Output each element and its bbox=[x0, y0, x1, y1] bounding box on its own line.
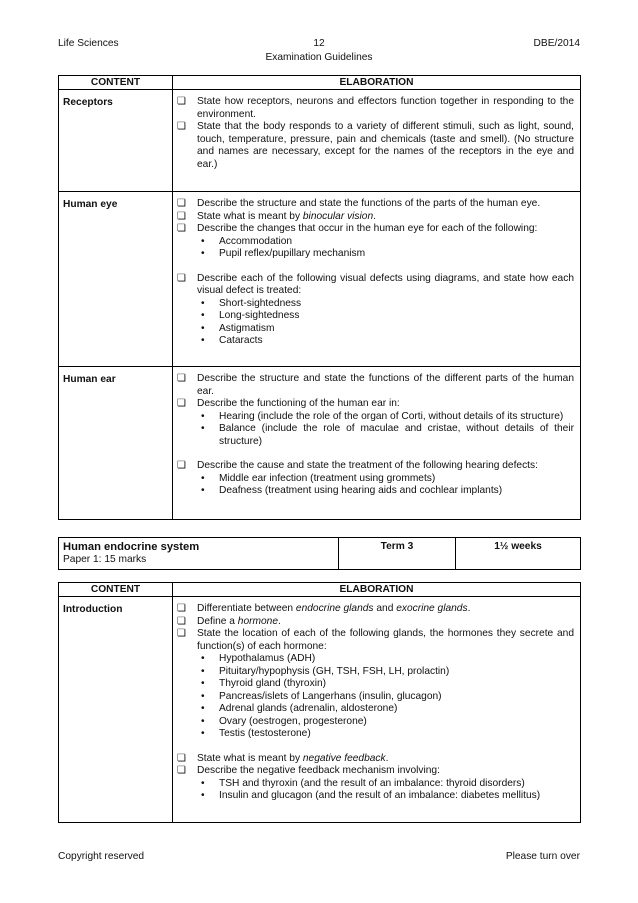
bullet-dot-icon: • bbox=[201, 690, 205, 702]
checkbox-item bbox=[177, 273, 574, 298]
topic-human-ear: Human ear bbox=[59, 367, 173, 520]
checkbox-item bbox=[177, 121, 574, 171]
footer-copyright: Copyright reserved bbox=[58, 851, 145, 862]
bullet-item bbox=[177, 728, 574, 741]
bullet-text: TSH and thyroxin (and the result of an imbalance: thyroid disorders) bbox=[219, 777, 525, 789]
bullet-text: Testis (testosterone) bbox=[219, 728, 311, 739]
bullet-item bbox=[177, 335, 574, 348]
bullet-dot-icon: • bbox=[201, 777, 205, 789]
topic-receptors: Receptors bbox=[59, 90, 173, 192]
bullet-text: Short-sightedness bbox=[219, 297, 302, 309]
checkbox-bullet-icon: ❏ bbox=[177, 96, 186, 107]
bullet-text: Astigmatism bbox=[219, 322, 275, 334]
checkbox-bullet-icon: ❏ bbox=[177, 752, 186, 764]
bullet-dot-icon: • bbox=[201, 665, 205, 677]
item-text bbox=[197, 616, 574, 629]
bullet-item bbox=[177, 666, 574, 679]
checkbox-bullet-icon: ❏ bbox=[177, 210, 186, 222]
bullet-text: Pupil reflex/pupillary mechanism bbox=[219, 248, 366, 259]
topic-human-eye: Human eye bbox=[59, 192, 173, 367]
item-text-part: . bbox=[467, 603, 471, 614]
term-label: Term 3 bbox=[339, 538, 456, 570]
bullet-text: Hearing (include the role of the organ of Corti, without details of its structure) bbox=[219, 410, 564, 422]
item-text-part: State how receptors, neurons and effectors function together in responding to the environment. bbox=[197, 96, 574, 120]
item-text-part: Define a bbox=[197, 615, 238, 627]
checkbox-item bbox=[177, 765, 574, 778]
item-text-part: Describe the negative feedback mechanism involving: bbox=[197, 765, 440, 776]
checkbox-bullet-icon: ❏ bbox=[177, 198, 186, 209]
bullet-dot-icon: • bbox=[201, 653, 205, 664]
item-text-part: State what is meant by bbox=[197, 752, 303, 764]
elaboration-cell bbox=[173, 367, 581, 520]
spacer bbox=[177, 261, 574, 273]
item-text bbox=[197, 96, 574, 121]
item-text-part: Describe the changes that occur in the human eye for each of the following: bbox=[197, 223, 538, 234]
header-subject: Life Sciences bbox=[58, 38, 119, 49]
duration-label: 1½ weeks bbox=[456, 538, 581, 570]
elaboration-column-header: ELABORATION bbox=[173, 76, 581, 90]
bullet-text: Hypothalamus (ADH) bbox=[219, 653, 316, 664]
item-text bbox=[197, 398, 574, 411]
item-text bbox=[197, 460, 574, 473]
bullet-text: Balance (include the role of maculae and cristae, without details of their structure) bbox=[219, 423, 574, 447]
item-text bbox=[197, 765, 574, 778]
bullet-dot-icon: • bbox=[201, 472, 205, 484]
bullet-dot-icon: • bbox=[201, 703, 205, 714]
item-text-part: Describe the cause and state the treatment of the following hearing defects: bbox=[197, 460, 538, 471]
header-code: DBE/2014 bbox=[533, 38, 580, 49]
bullet-text: Thyroid gland (thyroxin) bbox=[219, 678, 327, 689]
checkbox-bullet-icon: ❏ bbox=[177, 765, 186, 776]
topic-introduction: Introduction bbox=[59, 597, 173, 823]
checkbox-bullet-icon: ❏ bbox=[177, 373, 186, 384]
bullet-dot-icon: • bbox=[201, 297, 205, 309]
checkbox-bullet-icon: ❏ bbox=[177, 628, 186, 639]
bullet-item bbox=[177, 473, 574, 486]
item-text-part: . bbox=[278, 615, 281, 627]
bullet-dot-icon: • bbox=[201, 322, 205, 334]
bullet-item bbox=[177, 691, 574, 704]
bullet-text: Cataracts bbox=[219, 335, 263, 346]
item-text-part: Describe each of the following visual defects using diagrams, and state how each visual defect is treated: bbox=[197, 272, 574, 296]
bullet-dot-icon: • bbox=[201, 678, 205, 689]
item-text bbox=[197, 628, 574, 653]
item-text bbox=[197, 198, 574, 211]
bullet-text: Middle ear infection (treatment using grommets) bbox=[219, 472, 436, 484]
emphasis-term: hormone bbox=[237, 615, 278, 627]
checkbox-bullet-icon: ❏ bbox=[177, 272, 186, 284]
bullet-dot-icon: • bbox=[201, 248, 205, 259]
bullet-item bbox=[177, 703, 574, 716]
checkbox-item bbox=[177, 96, 574, 121]
checkbox-item bbox=[177, 460, 574, 473]
bullet-item bbox=[177, 236, 574, 249]
checkbox-item bbox=[177, 211, 574, 224]
bullet-item bbox=[177, 790, 574, 803]
elaboration-cell bbox=[173, 90, 581, 192]
bullet-dot-icon: • bbox=[201, 728, 205, 739]
elaboration-cell bbox=[173, 192, 581, 367]
item-text-part: Describe the functioning of the human ear in: bbox=[197, 398, 400, 409]
checkbox-item bbox=[177, 373, 574, 398]
bullet-item bbox=[177, 653, 574, 666]
topic-title: Human endocrine system bbox=[63, 541, 200, 553]
bullet-item bbox=[177, 716, 574, 729]
content-column-header: CONTENT bbox=[59, 76, 173, 90]
item-text-part: State what is meant by bbox=[197, 210, 303, 222]
bullet-text: Deafness (treatment using hearing aids and cochlear implants) bbox=[219, 485, 503, 496]
item-text-part: . bbox=[373, 210, 376, 222]
bullet-text: Ovary (oestrogen, progesterone) bbox=[219, 715, 367, 727]
checkbox-bullet-icon: ❏ bbox=[177, 398, 186, 409]
header-subtitle: Examination Guidelines bbox=[265, 52, 373, 63]
content-column-header: CONTENT bbox=[59, 583, 173, 597]
bullet-item bbox=[177, 485, 574, 498]
bullet-text: Long-sightedness bbox=[219, 310, 300, 321]
topic-title-cell bbox=[59, 538, 339, 570]
checkbox-bullet-icon: ❏ bbox=[177, 121, 186, 132]
spacer bbox=[177, 448, 574, 460]
item-text bbox=[197, 603, 574, 616]
checkbox-item bbox=[177, 603, 574, 616]
footer-turn-over: Please turn over bbox=[505, 851, 580, 862]
endocrine-table bbox=[58, 582, 581, 823]
bullet-item bbox=[177, 298, 574, 311]
header-page-number: 12 bbox=[313, 38, 325, 49]
elaboration-column-header: ELABORATION bbox=[173, 583, 581, 597]
item-text bbox=[197, 753, 574, 766]
checkbox-item bbox=[177, 223, 574, 236]
bullet-dot-icon: • bbox=[201, 310, 205, 321]
checkbox-item bbox=[177, 753, 574, 766]
emphasis-term: negative feedback bbox=[302, 752, 386, 764]
bullet-item bbox=[177, 678, 574, 691]
bullet-text: Accommodation bbox=[219, 235, 293, 247]
emphasis-term: exocrine glands bbox=[396, 603, 468, 614]
item-text bbox=[197, 373, 574, 398]
bullet-item bbox=[177, 778, 574, 791]
checkbox-item bbox=[177, 628, 574, 653]
bullet-dot-icon: • bbox=[201, 715, 205, 727]
bullet-dot-icon: • bbox=[201, 790, 205, 801]
emphasis-term: endocrine glands bbox=[295, 603, 374, 614]
elaboration-cell bbox=[173, 597, 581, 823]
item-text-part: and bbox=[373, 603, 397, 614]
item-text bbox=[197, 273, 574, 298]
item-text-part: State that the body responds to a variety of different stimuli, such as light, sound, touch, temperature, pressure, pain and chemicals (taste and smell). (No structure and names are necessary, except for the names of the receptors in the eye and ear.) bbox=[197, 121, 574, 170]
item-text-part: . bbox=[385, 752, 389, 764]
checkbox-bullet-icon: ❏ bbox=[177, 223, 186, 234]
bullet-dot-icon: • bbox=[201, 410, 205, 422]
item-text-part: Describe the structure and state the functions of the different parts of the human ear. bbox=[197, 373, 574, 397]
endocrine-header-table bbox=[58, 537, 581, 570]
bullet-item bbox=[177, 323, 574, 336]
item-text-part: State the location of each of the following glands, the hormones they secrete and function(s) of each hormone: bbox=[197, 628, 574, 652]
bullet-dot-icon: • bbox=[201, 335, 205, 346]
bullet-text: Adrenal glands (adrenalin, aldosterone) bbox=[219, 703, 398, 714]
bullet-dot-icon: • bbox=[201, 423, 205, 434]
checkbox-item bbox=[177, 198, 574, 211]
item-text-part: Differentiate between bbox=[197, 603, 296, 614]
bullet-item bbox=[177, 423, 574, 448]
bullet-item bbox=[177, 248, 574, 261]
checkbox-item bbox=[177, 398, 574, 411]
checkbox-bullet-icon: ❏ bbox=[177, 615, 186, 627]
emphasis-term: binocular vision bbox=[302, 210, 374, 222]
bullet-text: Pituitary/hypophysis (GH, TSH, FSH, LH, prolactin) bbox=[219, 665, 450, 677]
bullet-dot-icon: • bbox=[201, 485, 205, 496]
item-text bbox=[197, 121, 574, 171]
checkbox-bullet-icon: ❏ bbox=[177, 603, 186, 614]
checkbox-bullet-icon: ❏ bbox=[177, 460, 186, 471]
item-text bbox=[197, 211, 574, 224]
spacer bbox=[177, 741, 574, 753]
bullet-text: Pancreas/islets of Langerhans (insulin, glucagon) bbox=[219, 690, 442, 702]
item-text bbox=[197, 223, 574, 236]
item-text-part: Describe the structure and state the functions of the parts of the human eye. bbox=[197, 198, 541, 209]
bullet-item bbox=[177, 310, 574, 323]
senses-table bbox=[58, 75, 581, 520]
paper-marks: Paper 1: 15 marks bbox=[63, 553, 147, 565]
bullet-text: Insulin and glucagon (and the result of an imbalance: diabetes mellitus) bbox=[219, 790, 541, 801]
bullet-dot-icon: • bbox=[201, 235, 205, 247]
bullet-item bbox=[177, 411, 574, 424]
checkbox-item bbox=[177, 616, 574, 629]
